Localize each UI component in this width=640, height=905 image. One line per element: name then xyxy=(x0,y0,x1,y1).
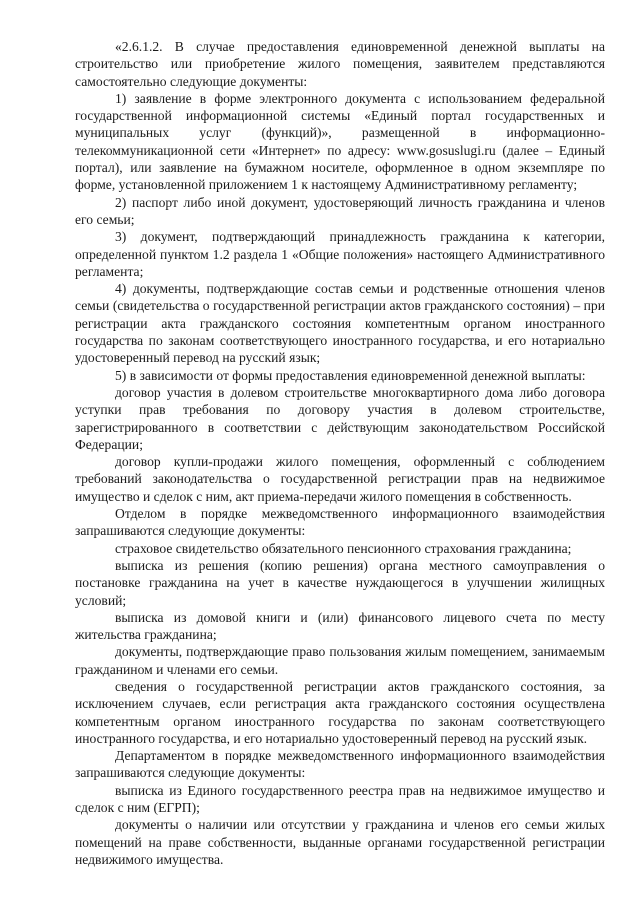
paragraph-item-2-passport: 2) паспорт либо иной документ, удостоверяющий личность гражданина и членов его семьи; xyxy=(75,194,605,227)
paragraph-housing-use-right: документы, подтверждающие право пользования жилым помещением, занимаемым гражданином и членами его семьи. xyxy=(75,644,605,677)
paragraph-house-book-extract: выписка из домовой книги и (или) финансового лицевого счета по месту жительства гражданина; xyxy=(75,609,605,643)
paragraph-item-5-payment-form: 5) в зависимости от формы предоставления единовременной денежной выплаты: xyxy=(115,367,586,383)
paragraph-property-ownership-documents: документы о наличии или отсутствии у гражданина и членов его семьи жилых помещений на праве собственности, выданные органами государственной регистрации недвижимого имущества. xyxy=(75,817,605,867)
document-page xyxy=(75,38,605,868)
paragraph-egrp-extract: выписка из Единого государственного реестра прав на недвижимое имущество и сделок с ним (ЕГРП); xyxy=(75,782,605,816)
paragraph-directorate-requests-intro: Департаментом в порядке межведомственного информационного взаимодействия запрашиваются следующие документы: xyxy=(75,748,605,781)
paragraph-department-requests-intro: Отделом в порядке межведомственного информационного взаимодействия запрашиваются следующие документы: xyxy=(75,506,605,539)
paragraph-shared-construction-contract: договор участия в долевом строительстве многоквартирного дома либо договора уступки прав требования по договору участия в долевом строительстве, зарегистрированного в соответствии с действующим законодательством Российской Федерации; xyxy=(75,384,605,452)
paragraph-civil-status-records: сведения о государственной регистрации актов гражданского состояния, за исключением случаев, если регистрация акта гражданского состояния осуществлена компетентным органом иностранного государства по законам соответствующего иностранного государства, и его нотариально удостоверенный перевод на русский язык. xyxy=(75,678,605,746)
paragraph-item-4-family-documents: 4) документы, подтверждающие состав семьи и родственные отношения членов семьи (свидетельства о государственной регистрации актов гражданского состояния) – при регистрации акта гражданского состояния компетентным органом иностранного государства по законам соответствующего иностранного государства, и его нотариально удостоверенный перевод на русский язык; xyxy=(75,281,605,366)
paragraph-pension-certificate: страховое свидетельство обязательного пенсионного страхования гражданина; xyxy=(115,540,572,556)
paragraph-sale-purchase-contract: договор купли-продажи жилого помещения, оформленный с соблюдением требований законодательства о государственной регистрации прав на недвижимое имущество и сделок с ним, акт приема-передачи жилого помещения в собственность. xyxy=(75,454,605,504)
paragraph-2-6-1-2-intro: «2.6.1.2. В случае предоставления единовременной денежной выплаты на строительство или приобретение жилого помещения, заявителем представляются самостоятельно следующие документы: xyxy=(75,39,605,89)
paragraph-local-authority-decision: выписка из решения (копию решения) органа местного самоуправления о постановке гражданина на учет в качестве нуждающегося в улучшении жилищных условий; xyxy=(75,557,605,608)
paragraph-item-3-category-document: 3) документ, подтверждающий принадлежность гражданина к категории, определенной пунктом 1.2 раздела 1 «Общие положения» настоящего Административного регламента; xyxy=(75,229,605,279)
paragraph-item-1-application: 1) заявление в форме электронного документа с использованием федеральной государственной информационной системы «Единый портал государственных и муниципальных услуг (функций)», размещенной в информационно-телекоммуникационной сети «Интернет» по адресу: www.gosuslugi.ru (далее – Единый портал), или заявление на бумажном носителе, оформленное в одном экземпляре по форме, установленной приложением 1 к настоящему Административному регламенту; xyxy=(75,90,605,193)
